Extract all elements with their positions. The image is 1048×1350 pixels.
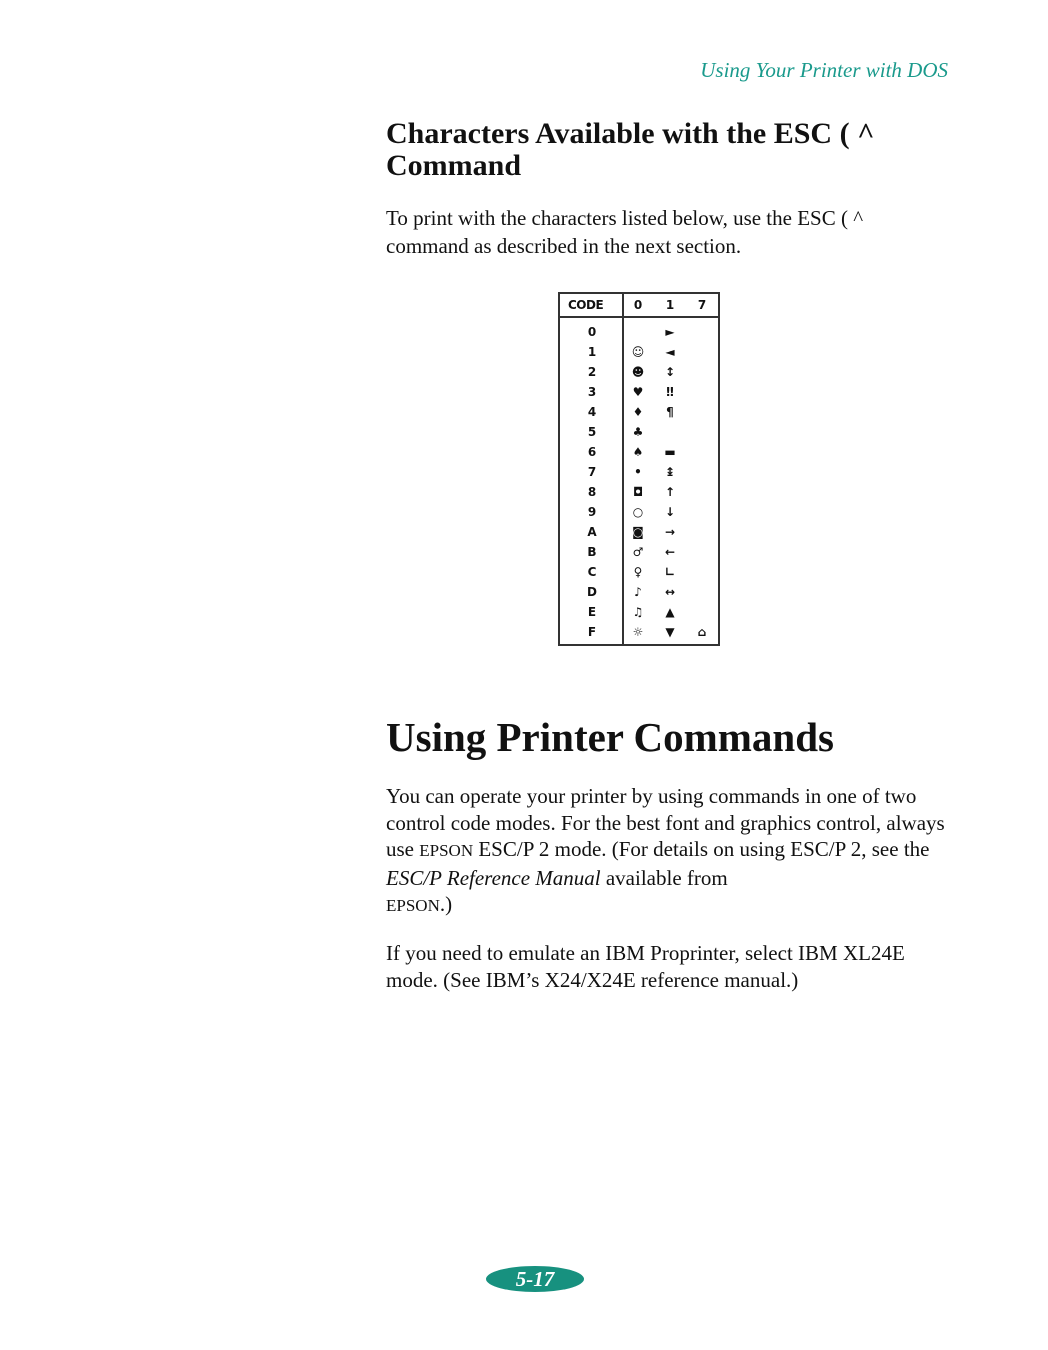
table-cell-char [692, 364, 712, 380]
running-header: Using Your Printer with DOS [700, 58, 948, 82]
table-cell-char: ☻ [631, 365, 645, 379]
table-cell-char: ↑ [664, 485, 676, 499]
table-cell-char: ♦ [632, 405, 644, 419]
column-header-7: 7 [697, 298, 707, 312]
page-title: Using Printer Commands [386, 714, 834, 760]
table-cell-char: ♂ [632, 545, 644, 559]
table-cell-char: ▲ [665, 605, 675, 619]
table-cell-char [692, 564, 712, 580]
table-cell-char: ↨ [664, 465, 676, 479]
table-header-rule [560, 316, 718, 318]
table-cell-char: ▬ [664, 445, 676, 459]
p1-text-d: .) [439, 892, 453, 916]
table-cell-char: ♣ [632, 425, 644, 439]
table-row-code: 4 [587, 405, 597, 419]
table-cell-char [692, 504, 712, 520]
table-row-code: 5 [587, 425, 597, 439]
table-cell-char: ☼ [632, 625, 644, 639]
table-column-divider [622, 294, 624, 644]
table-cell-char: ↔ [664, 585, 676, 599]
table-cell-char: ♠ [632, 445, 644, 459]
table-cell-char [692, 464, 712, 480]
table-row-code: A [587, 525, 597, 539]
table-cell-char: ♪ [634, 585, 642, 599]
table-cell-char: ► [665, 325, 675, 339]
table-cell-char [692, 444, 712, 460]
table-cell-char [692, 584, 712, 600]
section-heading: Characters Available with the ESC ( ^ Command [386, 117, 875, 182]
column-header-0: 0 [633, 298, 643, 312]
reference-manual-title: ESC/P Reference Manual [386, 865, 601, 890]
table-cell-char [692, 384, 712, 400]
table-cell-char: ∟ [664, 565, 676, 579]
table-row-code: C [587, 565, 597, 579]
table-cell-char: ◘ [632, 485, 644, 499]
table-cell-char [692, 484, 712, 500]
table-cell-char: ↓ [664, 505, 676, 519]
table-cell-char: ↕ [664, 365, 676, 379]
table-cell-char [628, 324, 648, 340]
epson-smallcaps: EPSON [386, 896, 440, 915]
table-cell-char: ▼ [665, 625, 675, 639]
table-cell-char: ← [664, 545, 676, 559]
table-cell-char [692, 524, 712, 540]
table-cell-char: ⌂ [697, 625, 707, 639]
page-number-badge: 5-17 [486, 1266, 584, 1292]
table-cell-char [692, 604, 712, 620]
p1-text-a: You can operate your printer by using commands in one of two control code modes. For the best font and graphics control, always use [386, 784, 945, 861]
epson-smallcaps: EPSON [419, 841, 474, 860]
table-cell-char: ◙ [632, 525, 644, 539]
table-row-code: B [587, 545, 597, 559]
table-cell-char: ♫ [632, 605, 644, 619]
table-cell-char: ◄ [665, 345, 675, 359]
table-cell-char [692, 424, 712, 440]
table-cell-char: ¶ [666, 405, 674, 419]
table-cell-char: ♀ [633, 565, 643, 579]
table-row-code: 9 [587, 505, 597, 519]
table-row-code: 6 [587, 445, 597, 459]
table-cell-char [692, 344, 712, 360]
table-row-code: 8 [587, 485, 597, 499]
table-row-code: 7 [587, 465, 597, 479]
table-row-code: E [587, 605, 597, 619]
table-cell-char [692, 324, 712, 340]
p1-text-b: ESC/P 2 mode. (For details on using ESC/P 2, see the [473, 837, 930, 861]
table-cell-char: ♥ [632, 385, 644, 399]
table-cell-char: → [664, 525, 676, 539]
table-cell-char [660, 424, 680, 440]
table-cell-char [692, 544, 712, 560]
table-row-code: 3 [587, 385, 597, 399]
table-cell-char: ○ [632, 505, 644, 519]
intro-paragraph: To print with the characters listed below, use the ESC ( ^ command as described in the next section. [386, 206, 864, 258]
code-column-header: CODE [568, 298, 604, 312]
column-header-1: 1 [665, 298, 675, 312]
table-cell-char: • [634, 465, 642, 479]
p1-text-c: available from [600, 865, 728, 890]
table-cell-char [692, 404, 712, 420]
body-paragraph-1 [386, 783, 956, 920]
table-cell-char: ‼ [666, 385, 674, 399]
body-paragraph-2: If you need to emulate an IBM Proprinter, select IBM XL24E mode. (See IBM’s X24/X24E reference manual.) [386, 941, 905, 992]
character-table [558, 292, 720, 646]
table-cell-char: ☺ [631, 345, 645, 359]
table-row-code: 2 [587, 365, 597, 379]
table-row-code: D [587, 585, 597, 599]
table-row-code: F [587, 625, 597, 639]
table-row-code: 0 [587, 325, 597, 339]
table-row-code: 1 [587, 345, 597, 359]
